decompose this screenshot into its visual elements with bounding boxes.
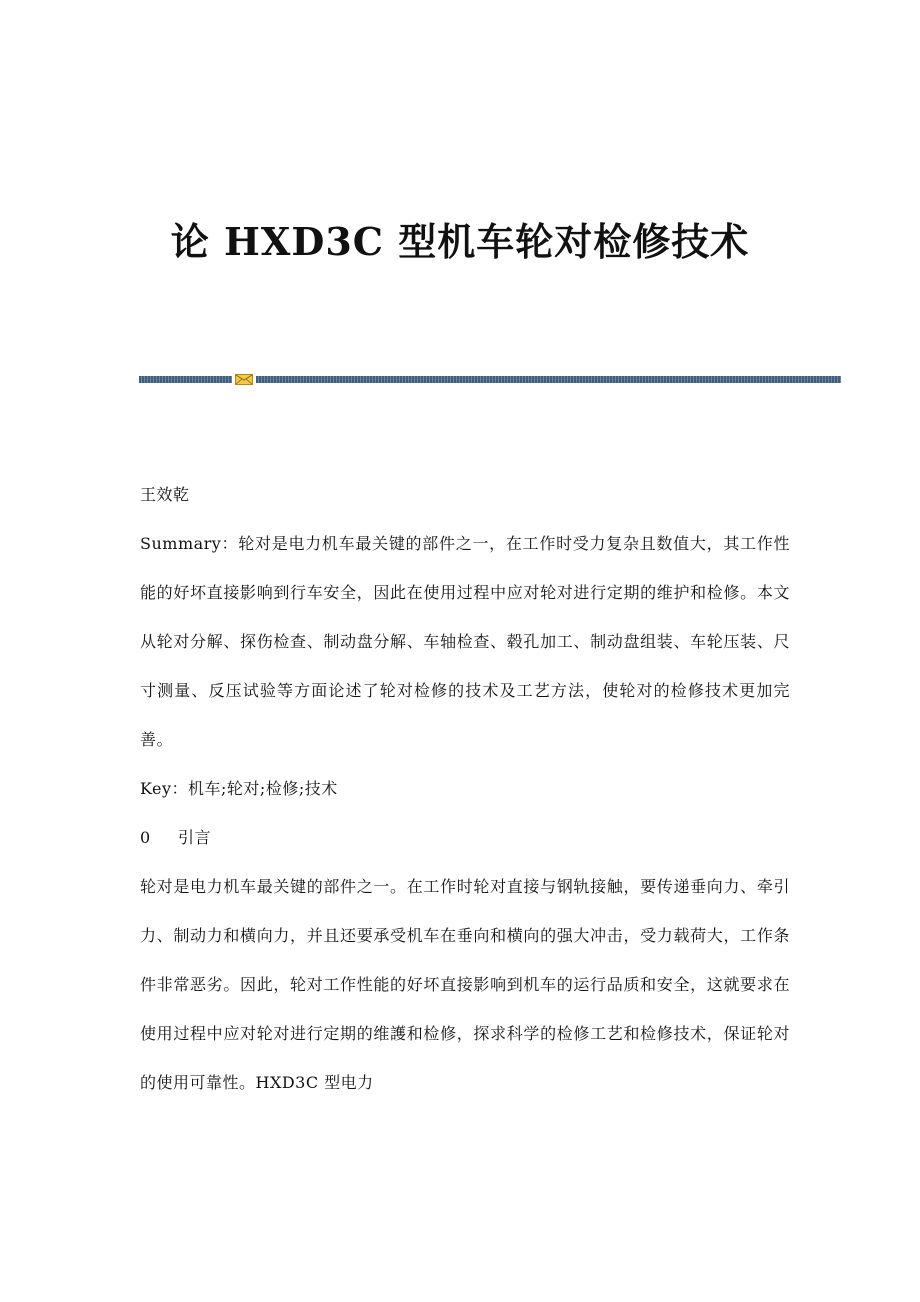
keywords-line: Key：机车;轮对;检修;技术 (140, 779, 338, 798)
divider-ornament-icon (235, 374, 253, 385)
section-title: 引言 (178, 828, 212, 847)
section-number: 0 (140, 828, 151, 847)
divider-bar-right (256, 376, 841, 383)
divider-bar-left (139, 376, 232, 383)
section-heading (140, 813, 790, 862)
document-title: 论 HXD3C 型机车轮对检修技术 (170, 219, 750, 264)
intro-paragraph: 轮对是电力机车最关键的部件之一。在工作时轮对直接与钢轨接触，要传递垂向力、牵引力、制动力和横向力，并且还要承受机车在垂向和横向的强大冲击，受力载荷大，工作条件非常恶劣。因此，轮对工作性能的好坏直接影响到机车的运行品质和安全，这就要求在使用过程中应对轮对进行定期的维護和检修，探求科学的检修工艺和检修技术，保证轮对的使用可靠性。HXD3C 型电力 (140, 877, 790, 1092)
summary-paragraph: Summary：轮对是电力机车最关键的部件之一，在工作时受力复杂且数值大，其工作性能的好坏直接影响到行车安全，因此在使用过程中应对轮对进行定期的维护和检修。本文从轮对分解、探伤检查、制动盘分解、车轴检查、毂孔加工、制动盘组装、车轮压装、尺寸测量、反压试验等方面论述了轮对检修的技术及工艺方法，使轮对的检修技术更加完善。 (140, 534, 790, 749)
title-divider (139, 374, 841, 385)
document-body (140, 470, 790, 1107)
author-name: 王效乾 (140, 485, 190, 504)
